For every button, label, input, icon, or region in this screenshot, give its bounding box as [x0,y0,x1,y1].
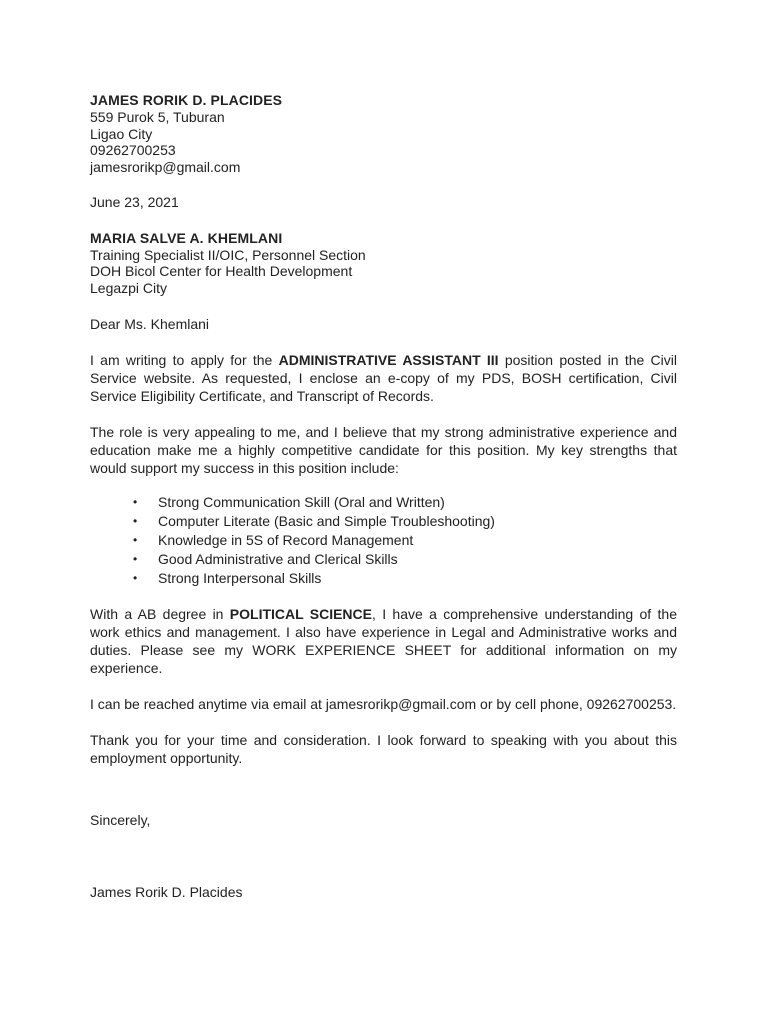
paragraph-degree [90,605,677,677]
closing: Sincerely, [90,812,151,828]
list-item [133,550,677,569]
bullet-icon: • [133,552,138,566]
strengths-list [90,493,677,588]
paragraph-contact: I can be reached anytime via email at jamesrorikp@gmail.com or by cell phone, 09262700253. [90,696,677,712]
recipient-name: MARIA SALVE A. KHEMLANI [90,229,283,246]
signature-name: James Rorik D. Placides [90,884,243,900]
position-title: ADMINISTRATIVE ASSISTANT III [278,352,499,368]
strength-text: Knowledge in 5S of Record Management [158,532,414,548]
sender-address-line1: 559 Purok 5, Tuburan [90,109,225,125]
degree-field: POLITICAL SCIENCE [229,606,372,622]
list-item [133,512,677,531]
para1-before: I am writing to apply for the [90,352,279,368]
list-item [133,493,677,512]
bullet-icon: • [133,533,138,547]
letter-page [90,92,677,901]
list-item [133,569,677,588]
sender-phone: 09262700253 [90,142,176,158]
sender-address-line2: Ligao City [90,125,153,142]
recipient-block [90,230,677,297]
para3-before: With a AB degree in [90,606,230,622]
para1-after: position posted in the Civil Service website. As requested, I enclose an e-copy of my PDS, BOSH certification, Civil Service Eligibility Certificate, and Transcript of Records. [90,352,677,404]
strength-text: Good Administrative and Clerical Skills [158,551,398,567]
strength-text: Computer Literate (Basic and Simple Troubleshooting) [158,513,495,529]
recipient-city: Legazpi City [90,279,168,296]
paragraph-strengths-intro: The role is very appealing to me, and I believe that my strong administrative experience and education make me a highly competitive candidate for this position. My key strengths that would support my success in this position include: [90,424,677,476]
bullet-icon: • [133,571,138,585]
sender-block [90,92,677,175]
sender-name: JAMES RORIK D. PLACIDES [90,92,283,108]
strength-text: Strong Communication Skill (Oral and Written) [158,494,445,510]
paragraph-intro [90,351,677,405]
sender-email: jamesrorikp@gmail.com [90,158,241,175]
bullet-icon: • [133,514,138,528]
strength-text: Strong Interpersonal Skills [158,570,322,586]
paragraph-thanks: Thank you for your time and consideration. I look forward to speaking with you about this employment opportunity. [90,732,677,766]
salutation: Dear Ms. Khemlani [90,316,210,332]
bullet-icon: • [133,495,138,509]
recipient-title: Training Specialist II/OIC, Personnel Section [90,246,366,263]
letter-date: June 23, 2021 [90,194,179,210]
recipient-org: DOH Bicol Center for Health Development [90,263,353,279]
para3-after: , I have a comprehensive understanding of the work ethics and management. I also have experience in Legal and Administrative works and duties. Please see my WORK EXPERIENCE SHEET for additional information on my experience. [90,606,677,676]
list-item [133,531,677,550]
